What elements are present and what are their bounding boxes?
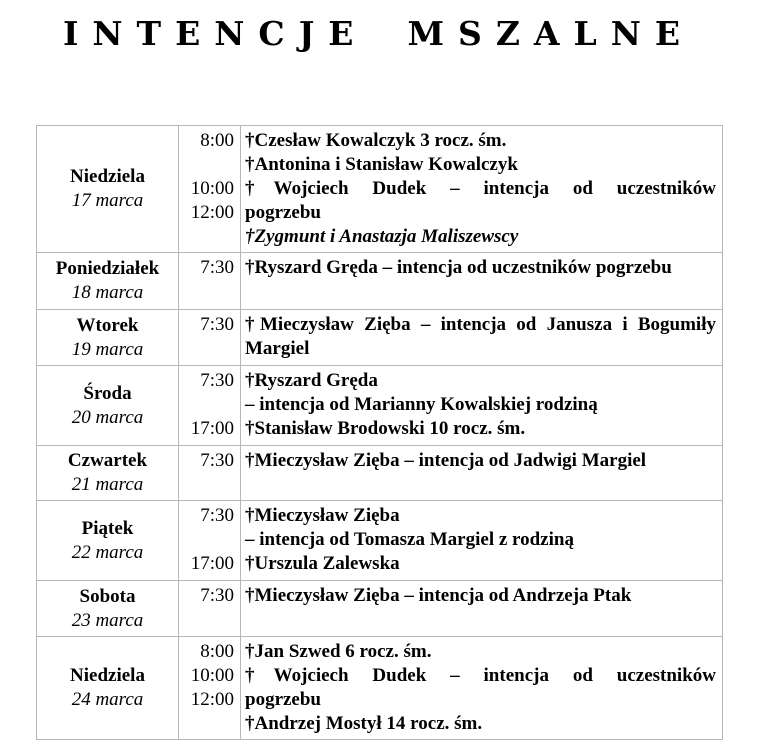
day-cell [37, 126, 179, 253]
mass-time: 7:30 [200, 257, 234, 278]
day-cell [37, 581, 179, 637]
day-cell [37, 501, 179, 581]
intentions-cell [241, 126, 723, 253]
intention-line: †Ryszard Gręda – intencja od uczestników pogrzebu [245, 257, 672, 278]
mass-time: 7:30 [200, 450, 234, 471]
day-date: 24 marca [71, 689, 144, 710]
intentions-cell [241, 253, 723, 310]
mass-intentions-table [36, 125, 723, 740]
mass-time [181, 528, 234, 552]
mass-time: 8:00 [200, 641, 234, 662]
day-cell [37, 446, 179, 501]
table-row [37, 446, 723, 501]
title-word-mszalne: MSZALNE [407, 14, 695, 53]
table-row [37, 366, 723, 446]
intention-line: pogrzebu [245, 202, 321, 223]
intention-line: †Mieczysław Zięba – intencja od Andrzeja Ptak [245, 585, 632, 606]
times-cell [179, 501, 241, 581]
day-cell [37, 366, 179, 446]
intention-line: †Mieczysław Zięba – intencja od Janusza i Bogumiły [245, 314, 716, 335]
intention-line: †Jan Szwed 6 rocz. śm. [245, 641, 432, 662]
mass-time: 7:30 [200, 314, 234, 335]
intention-line: – intencja od Marianny Kowalskiej rodziną [245, 394, 598, 415]
intentions-cell [241, 501, 723, 581]
intentions-cell [241, 446, 723, 501]
day-cell [37, 310, 179, 366]
table-row [37, 637, 723, 740]
day-name: Wtorek [76, 314, 139, 336]
intention-line: †Mieczysław Zięba – intencja od Jadwigi Margiel [245, 450, 647, 471]
day-cell [37, 637, 179, 740]
intentions-cell [241, 637, 723, 740]
mass-time [181, 225, 234, 249]
mass-time: 7:30 [200, 370, 234, 391]
times-cell [179, 253, 241, 310]
mass-time [181, 712, 234, 736]
intention-line: †Wojciech Dudek – intencja od uczestników [245, 665, 716, 686]
title-word-intencje: INTENCJE [62, 14, 368, 53]
intention-line: – intencja od Tomasza Margiel z rodziną [245, 529, 574, 550]
intentions-cell [241, 366, 723, 446]
table-row [37, 253, 723, 310]
table-row [37, 581, 723, 637]
day-date: 21 marca [71, 474, 144, 495]
mass-time [181, 393, 234, 417]
intention-line: †Wojciech Dudek – intencja od uczestników [245, 178, 716, 199]
day-name: Piątek [81, 517, 134, 539]
mass-time: 17:00 [190, 553, 234, 574]
times-cell [179, 366, 241, 446]
times-cell [179, 310, 241, 366]
table-row [37, 501, 723, 581]
intention-line: †Zygmunt i Anastazja Maliszewscy [245, 226, 519, 247]
mass-time: 10:00 [190, 178, 234, 199]
day-date: 23 marca [71, 609, 144, 631]
day-name: Niedziela [70, 166, 145, 187]
day-date: 19 marca [71, 338, 144, 360]
intention-line: †Mieczysław Zięba [245, 505, 400, 526]
table-row [37, 310, 723, 366]
table-row [37, 126, 723, 253]
day-date: 17 marca [71, 190, 144, 211]
intention-line: †Czesław Kowalczyk 3 rocz. śm. [245, 130, 507, 151]
mass-time: 12:00 [190, 689, 234, 710]
day-date: 18 marca [71, 282, 144, 303]
times-cell [179, 446, 241, 501]
intention-line: †Antonina i Stanisław Kowalczyk [245, 154, 518, 175]
intention-line: †Stanisław Brodowski 10 rocz. śm. [245, 418, 526, 439]
intention-line: †Urszula Zalewska [245, 553, 400, 574]
day-name: Sobota [79, 585, 136, 607]
page-title [0, 14, 757, 54]
mass-time: 10:00 [190, 665, 234, 686]
mass-time: 12:00 [190, 202, 234, 223]
times-cell [179, 581, 241, 637]
intention-line: Margiel [245, 338, 310, 359]
mass-time: 17:00 [190, 418, 234, 439]
times-cell [179, 126, 241, 253]
times-cell [179, 637, 241, 740]
day-name: Niedziela [70, 665, 145, 686]
intentions-cell [241, 310, 723, 366]
intentions-cell [241, 581, 723, 637]
intention-line: †Andrzej Mostył 14 rocz. śm. [245, 713, 483, 734]
day-name: Środa [83, 382, 132, 404]
day-name: Poniedziałek [55, 258, 160, 279]
day-cell [37, 253, 179, 310]
intention-line: pogrzebu [245, 689, 321, 710]
mass-time: 8:00 [200, 130, 234, 151]
day-name: Czwartek [67, 450, 148, 471]
day-date: 22 marca [71, 541, 144, 563]
mass-time: 7:30 [200, 585, 234, 606]
mass-time: 7:30 [200, 505, 234, 526]
day-date: 20 marca [71, 406, 144, 428]
intention-line: †Ryszard Gręda [245, 370, 378, 391]
mass-time [181, 153, 234, 177]
